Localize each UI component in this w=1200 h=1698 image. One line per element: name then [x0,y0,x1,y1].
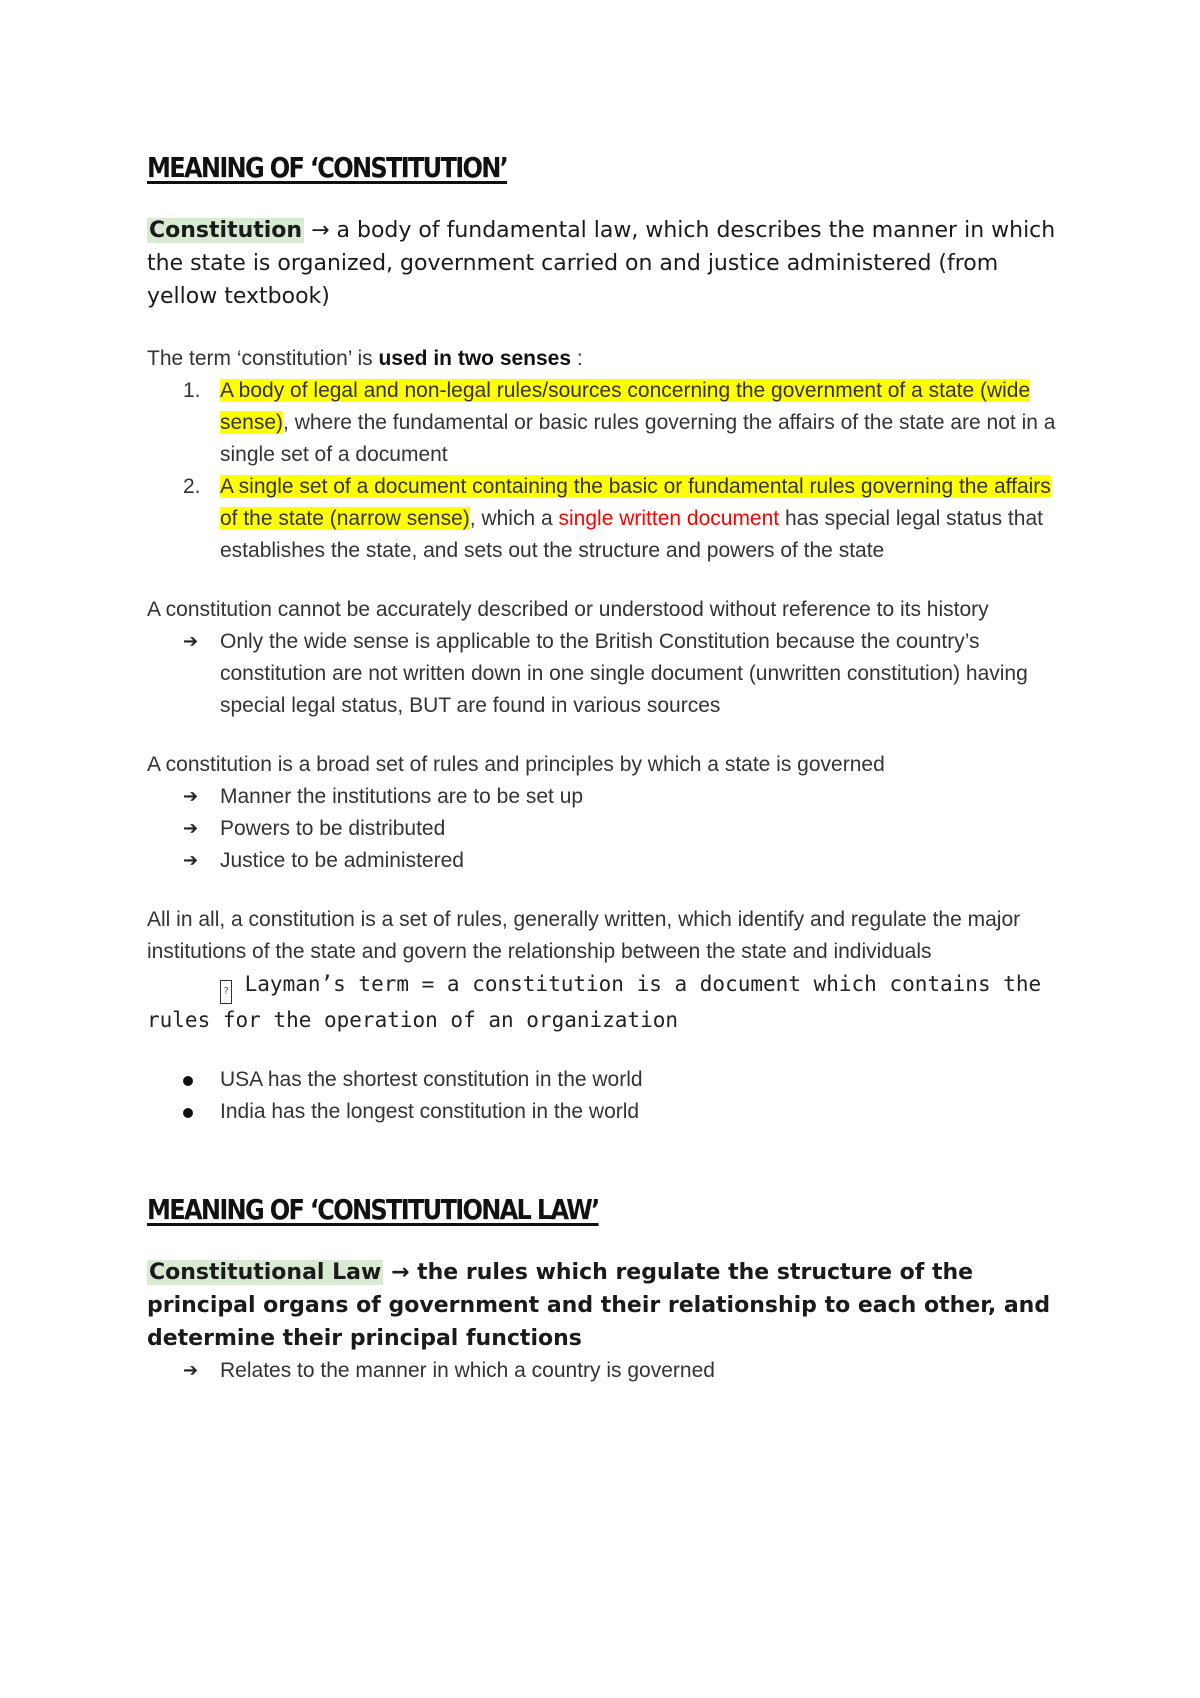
senses-intro-colon: : [571,347,583,370]
arrow-bullet-icon: ➔ [183,1360,199,1381]
bullet-text: Only the wide sense is applicable to the British Constitution because the country’s constitution are not written down in one single document (unwritten constitution) having special legal status, BUT are found in various sources [220,630,1028,717]
list-item [147,1355,1067,1387]
history-bullets [147,626,1067,722]
senses-intro [147,343,1067,375]
list-item [147,1096,1067,1128]
definition-text-constitution: → a body of fundamental law, which describes the manner in which the state is organized, government carried on and justice administered (from yellow textbook) [147,218,1056,309]
highlighted-text: A body of legal and non-legal rules/sources concerning the government of a state (wide sense) [220,379,1031,434]
bullet-text: Relates to the manner in which a country is governed [220,1359,715,1382]
definition-text-constitutional-law: → the rules which regulate the structure of the principal organs of government and their relationship to each other, and determine their principal functions [147,1260,1051,1351]
broad-paragraph: A constitution is a broad set of rules and principles by which a state is governed [147,753,885,776]
list-item [147,845,1067,877]
senses-list [147,375,1067,567]
sense-text: has special legal status that establishes the state, and sets out the structure and powers of the state [220,507,1043,562]
section1-heading: MEANING OF ‘CONSTITUTION’ [147,151,508,184]
bullet-dot-icon [183,1108,193,1118]
list-number: 1. [183,379,201,402]
definition-term-constitution: Constitution [149,218,303,243]
list-number: 2. [183,475,201,498]
list-item [147,781,1067,813]
bullet-text: Manner the institutions are to be set up [220,785,584,808]
definition-term-constitutional-law: Constitutional Law [149,1260,382,1285]
constitution-definition [147,214,1067,313]
list-item [147,813,1067,845]
sense-item-2 [147,471,1067,567]
sense-item-1 [147,375,1067,471]
constitutional-law-bullets [147,1355,1067,1387]
sense-text: , where the fundamental or basic rules governing the affairs of the state are not in a single set of a document [220,411,1056,466]
broad-bullets [147,781,1067,877]
document-content [147,148,1067,1387]
layman-text: Layman’s term = a constitution is a document which contains the rules for the operation of an organization [147,972,1054,1032]
history-paragraph: A constitution cannot be accurately described or understood without reference to its history [147,598,989,621]
arrow-bullet-icon: ➔ [183,818,199,839]
list-item [147,1064,1067,1096]
arrow-bullet-icon: ➔ [183,850,199,871]
bullet-text: USA has the shortest constitution in the world [220,1068,643,1091]
layman-term-note [147,968,1067,1037]
list-item [147,626,1067,722]
bullet-text: Powers to be distributed [220,817,446,840]
bullet-text: India has the longest constitution in the world [220,1100,640,1123]
arrow-bullet-icon: ➔ [183,786,199,807]
red-emphasis-text: single written document [558,507,780,530]
constitutional-law-definition [147,1256,1067,1355]
senses-intro-bold: used in two senses [378,347,572,370]
bullet-dot-icon [183,1076,193,1086]
facts-list [147,1064,1067,1128]
bullet-text: Justice to be administered [220,849,464,872]
highlighted-text: A single set of a document containing the basic or fundamental rules governing the affairs of the state (narrow sense) [220,475,1051,530]
senses-intro-text: The term ‘constitution’ is [147,347,379,370]
all-in-all-paragraph: All in all, a constitution is a set of rules, generally written, which identify and regulate the major institutions of the state and govern the relationship between the state and individuals [147,908,1021,963]
sense-text: , which a [469,507,559,530]
missing-glyph-icon: ? [220,980,232,1004]
arrow-bullet-icon: ➔ [183,631,199,652]
section2-heading: MEANING OF ‘CONSTITUTIONAL LAW’ [147,1193,599,1226]
